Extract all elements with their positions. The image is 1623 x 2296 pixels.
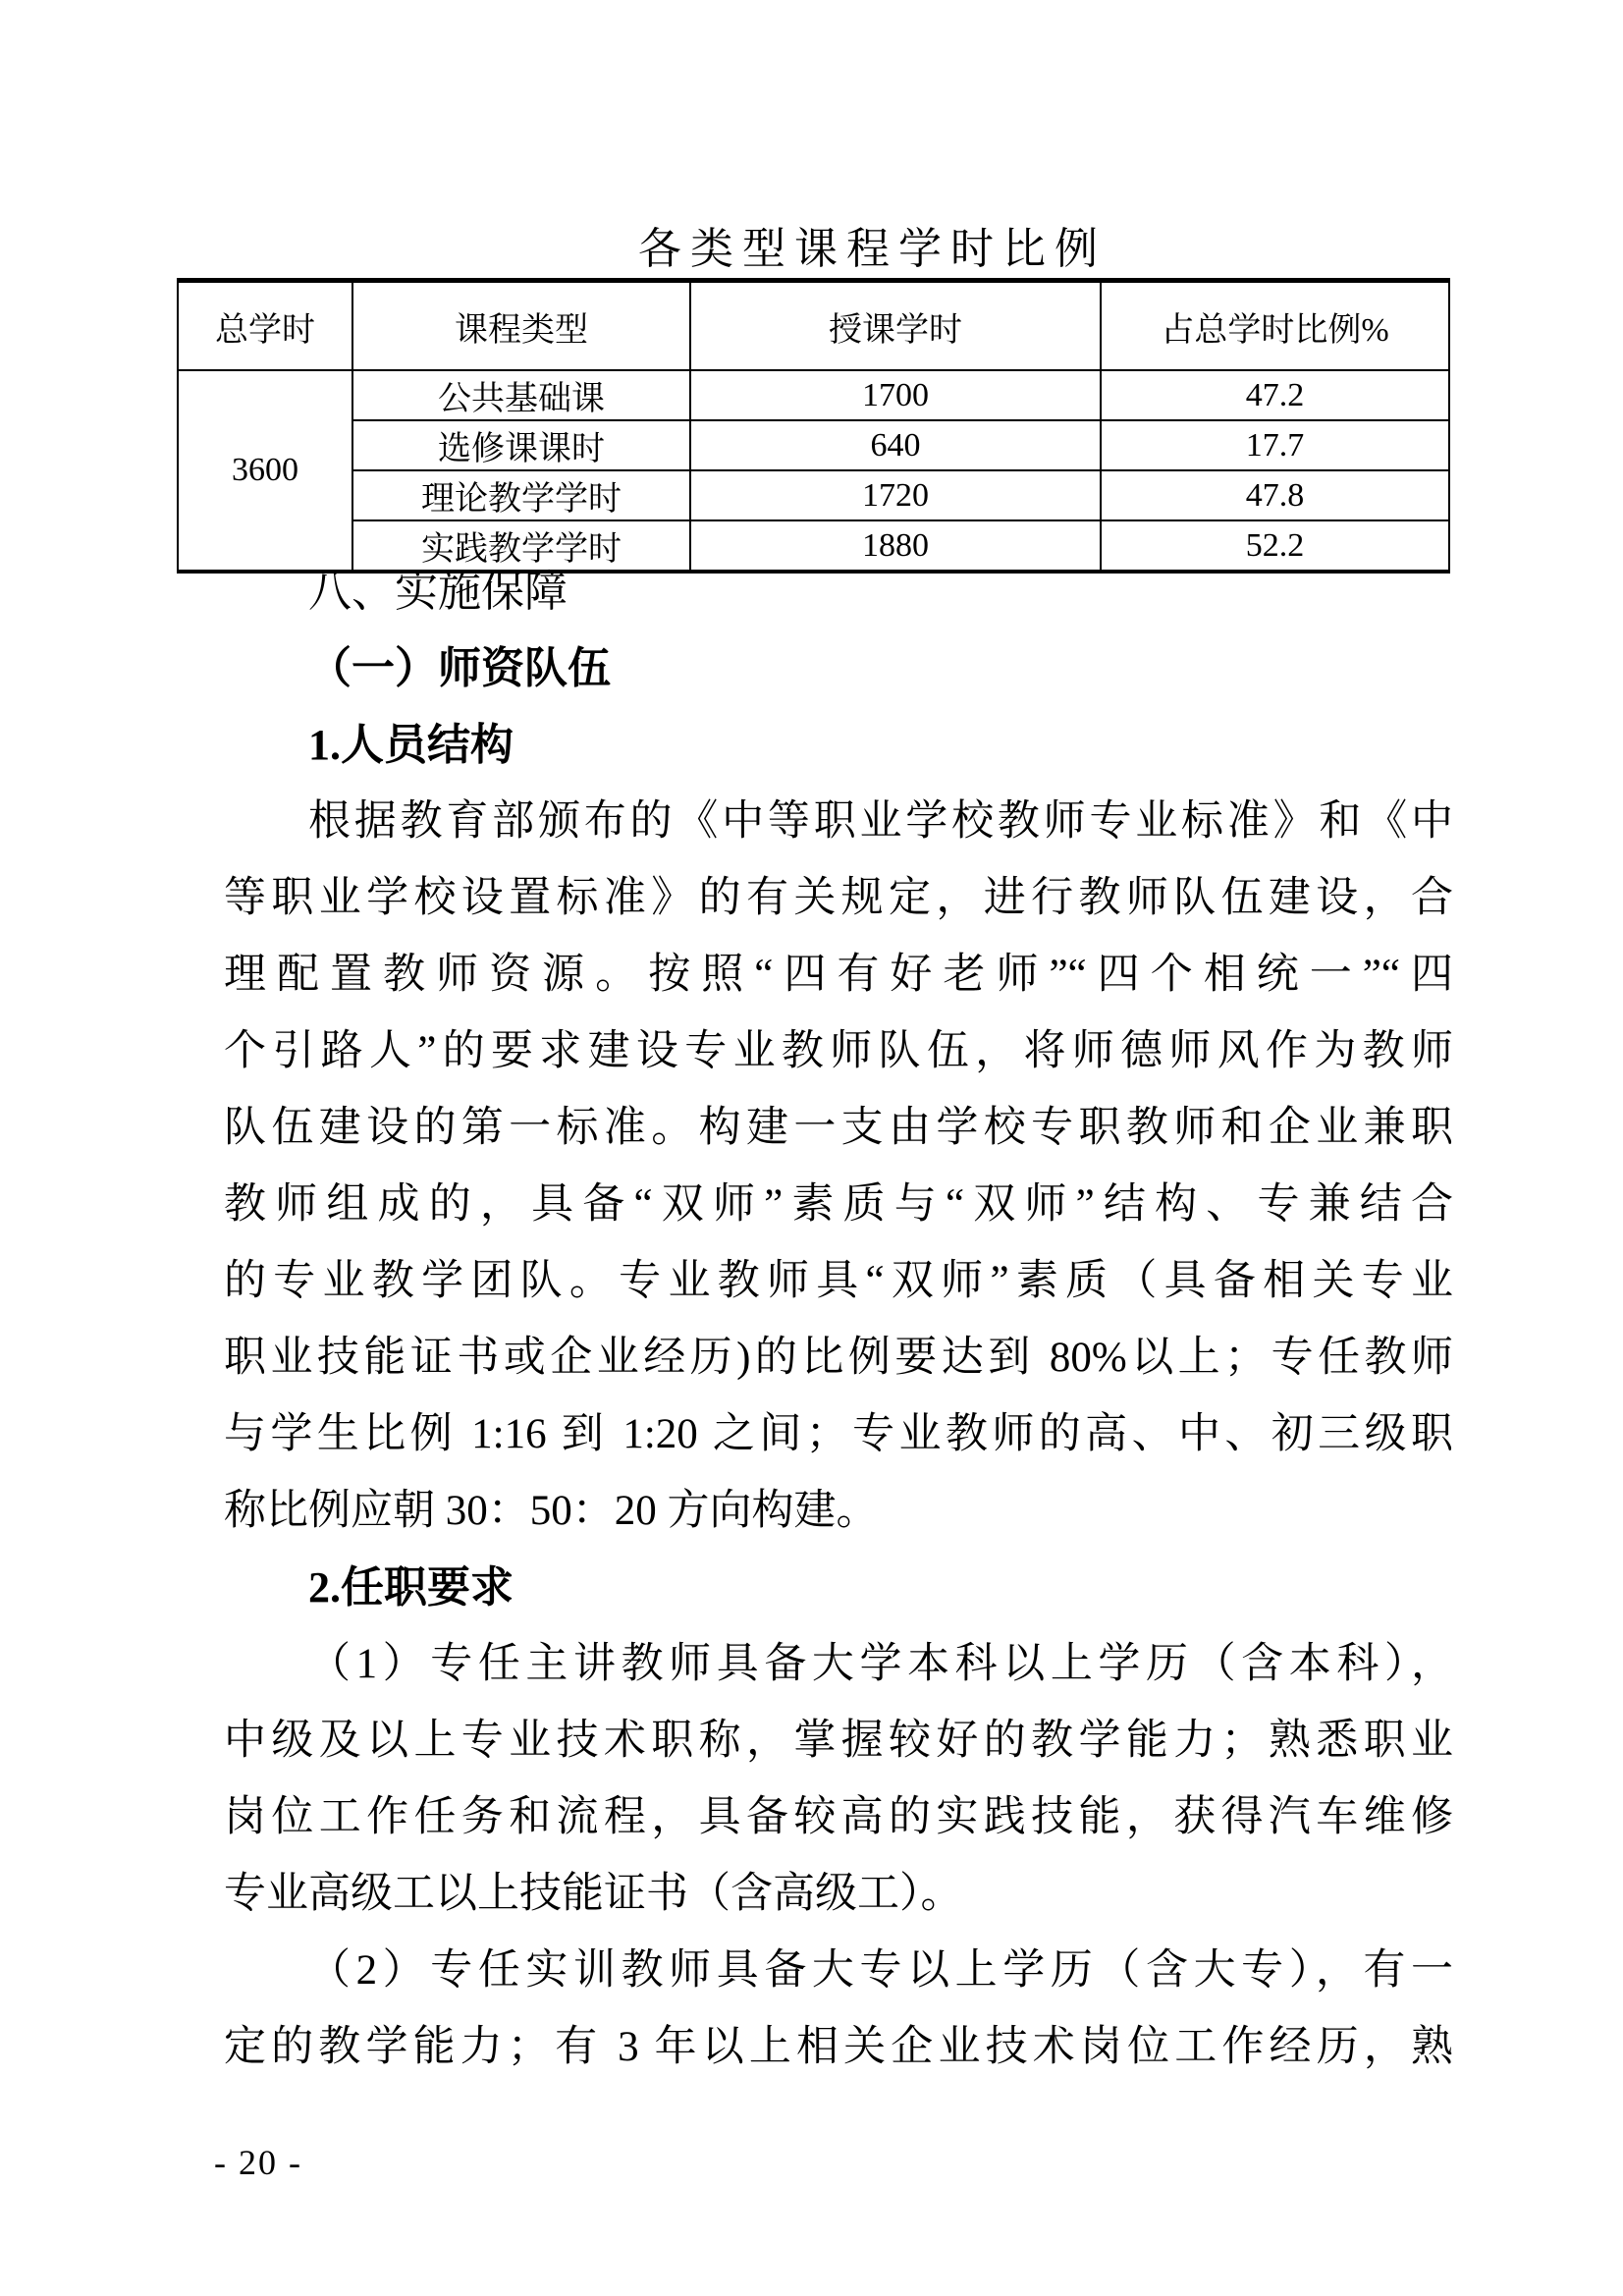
paragraph-line: 根据教育部颁布的《中等职业学校教师专业标准》和《中	[308, 798, 1453, 845]
page-number: - 20 -	[214, 2143, 302, 2182]
paragraph-line: 等职业学校设置标准》的有关规定，进行教师队伍建设，合	[224, 875, 1453, 921]
course-type-cell: 选修课课时	[352, 420, 690, 470]
teaching-hours-cell: 640	[690, 420, 1101, 470]
paragraph-line: 中级及以上专业技术职称，掌握较好的教学能力；熟悉职业	[224, 1718, 1453, 1764]
paragraph-line: 专业高级工以上技能证书（含高级工）。	[224, 1871, 963, 1917]
paragraph-line: 职业技能证书或企业经历)的比例要达到 80%以上；专任教师	[224, 1335, 1453, 1381]
percent-cell: 47.8	[1101, 470, 1449, 520]
course-type-cell: 理论教学学时	[352, 470, 690, 520]
paragraph-line: 与学生比例 1:16 到 1:20 之间；专业教师的高、中、初三级职	[224, 1411, 1453, 1457]
col-header-percent: 占总学时比例%	[1101, 281, 1449, 371]
paragraph-line: 定的教学能力；有 3 年以上相关企业技术岗位工作经历，熟	[224, 2024, 1453, 2070]
paragraph-line: 教师组成的，具备“双师”素质与“双师”结构、专兼结合	[224, 1181, 1453, 1228]
table-row	[178, 420, 1449, 470]
table-row	[178, 370, 1449, 420]
paragraph-line: （2）专任实训教师具备大专以上学历（含大专），有一	[308, 1947, 1453, 1994]
teaching-hours-cell: 1880	[690, 520, 1101, 572]
subsection-heading-faculty: （一）师资队伍	[308, 644, 611, 692]
col-header-teaching-hours: 授课学时	[690, 281, 1101, 371]
table-row	[178, 470, 1449, 520]
table-title: 各类型课程学时比例	[638, 225, 1107, 273]
section-heading-implementation: 八、实施保障	[308, 568, 568, 616]
course-type-cell: 实践教学学时	[352, 520, 690, 572]
course-type-cell: 公共基础课	[352, 370, 690, 420]
teaching-hours-cell: 1700	[690, 370, 1101, 420]
document-body	[224, 554, 1453, 2086]
paragraph-line: 理配置教师资源。按照“四有好老师”“四个相统一”“四	[224, 952, 1453, 998]
heading-personnel-structure: 1.人员结构	[308, 721, 514, 769]
col-header-total-hours: 总学时	[178, 281, 352, 371]
paragraph-line: 岗位工作任务和流程，具备较高的实践技能，获得汽车维修	[224, 1794, 1453, 1840]
paragraph-line: 的专业教学团队。专业教师具“双师”素质（具备相关专业	[224, 1258, 1453, 1304]
percent-cell: 47.2	[1101, 370, 1449, 420]
percent-cell: 52.2	[1101, 520, 1449, 572]
table-header-row	[178, 281, 1449, 371]
paragraph-line: 个引路人”的要求建设专业教师队伍，将师德师风作为教师	[224, 1028, 1453, 1074]
paragraph-line: 称比例应朝 30：50：20 方向构建。	[224, 1488, 879, 1534]
teaching-hours-cell: 1720	[690, 470, 1101, 520]
paragraph-line: （1）专任主讲教师具备大学本科以上学历（含本科），	[308, 1641, 1453, 1687]
heading-job-requirements: 2.任职要求	[308, 1563, 514, 1612]
total-hours-cell: 3600	[178, 370, 352, 572]
paragraph-line: 队伍建设的第一标准。构建一支由学校专职教师和企业兼职	[224, 1105, 1453, 1151]
col-header-course-type: 课程类型	[352, 281, 690, 371]
course-hours-table	[177, 278, 1450, 574]
percent-cell: 17.7	[1101, 420, 1449, 470]
